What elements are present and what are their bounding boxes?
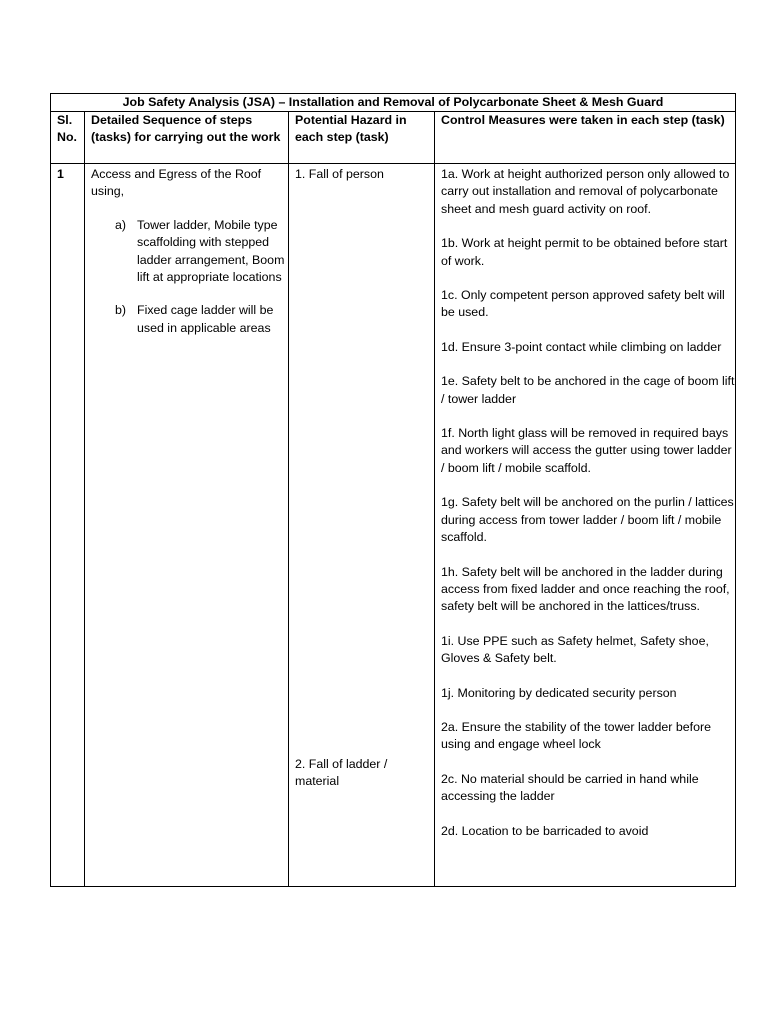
document-title: Job Safety Analysis (JSA) – Installation and Removal of Polycarbonate Sheet & Mesh Guard: [51, 94, 736, 112]
control-item: 1c. Only competent person approved safety belt will be used.: [441, 288, 725, 320]
control-item: 2c. No material should be carried in hand while accessing the ladder: [441, 771, 699, 804]
sequence-sub-list: [91, 217, 288, 337]
control-item: 1j. Monitoring by dedicated security person: [441, 685, 677, 700]
sequence-intro: Access and Egress of the Roof using,: [91, 167, 262, 199]
control-item: 1e. Safety belt to be anchored in the cage of boom lift / tower ladder: [441, 374, 735, 406]
control-item: 1d. Ensure 3-point contact while climbing on ladder: [441, 339, 722, 354]
control-item: 2d. Location to be barricaded to avoid: [441, 823, 649, 838]
jsa-table: [50, 93, 736, 887]
hazard-cell: [289, 164, 435, 887]
sub-item-marker: a): [115, 217, 127, 232]
control-item: 1g. Safety belt will be anchored on the purlin / lattices during access from tower ladder / boom lift / mobile scaffold.: [441, 495, 734, 545]
sub-item-marker: b): [115, 303, 127, 318]
control-item: 2a. Ensure the stability of the tower ladder before using and engage wheel lock: [441, 719, 711, 752]
header-hazard: Potential Hazard in each step (task): [289, 112, 435, 164]
hazard-item: 1. Fall of person: [295, 167, 384, 181]
control-item: 1f. North light glass will be removed in required bays and workers will access the gutter using tower ladder / boom lift / mobile scaffold.: [441, 426, 732, 475]
hazard-item: 2. Fall of ladder / material: [295, 757, 388, 789]
control-item: 1a. Work at height authorized person only allowed to carry out installation and removal of polycarbonate sheet and mesh guard activity on roof.: [441, 167, 730, 216]
header-sl-no: Sl. No.: [51, 112, 85, 164]
header-sequence: Detailed Sequence of steps (tasks) for carrying out the work: [85, 112, 289, 164]
control-item: 1b. Work at height permit to be obtained before start of work.: [441, 236, 728, 268]
sequence-sub-item: [91, 217, 288, 287]
sub-item-text: Tower ladder, Mobile type scaffolding with stepped ladder arrangement, Boom lift at appropriate locations: [137, 217, 285, 285]
header-control: Control Measures were taken in each step (task): [435, 112, 736, 164]
sequence-cell: [85, 164, 289, 887]
control-item: 1h. Safety belt will be anchored in the ladder during access from fixed ladder and once reaching the roof, safety belt will be anchored in the lattices/truss.: [441, 564, 730, 614]
control-item: 1i. Use PPE such as Safety helmet, Safety shoe, Gloves & Safety belt.: [441, 633, 709, 666]
sub-item-text: Fixed cage ladder will be used in applicable areas: [137, 303, 274, 335]
sequence-sub-item: [91, 302, 288, 337]
row-sl-no: 1: [51, 164, 85, 887]
control-cell: [435, 164, 736, 887]
